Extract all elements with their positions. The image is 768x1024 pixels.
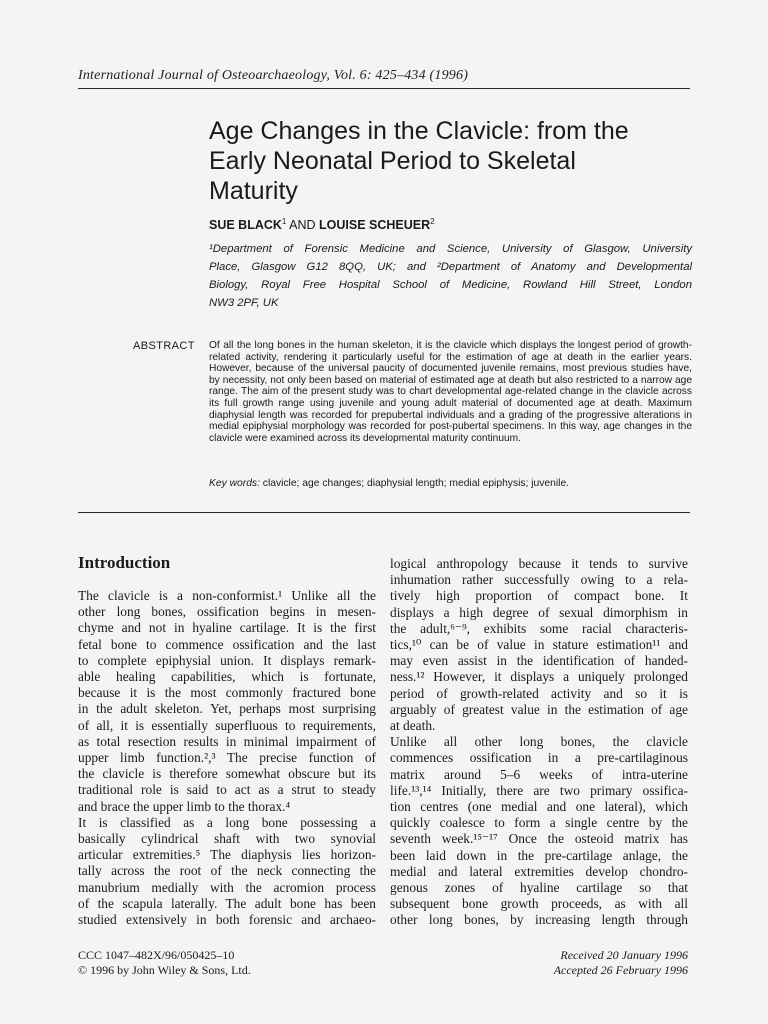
article-title [209, 116, 709, 206]
keywords-label: Key words: [209, 478, 260, 489]
body-text-line: the clavicle is therefore somewhat obscure but its [78, 766, 376, 782]
body-text-line: manubrium medially with the acromion process [78, 879, 376, 895]
right-column [390, 556, 688, 929]
body-text-line: quickly coalesce to form a single centre by the [390, 815, 688, 831]
abstract-text: Of all the long bones in the human skeleton, it is the clavicle which displays the longest period of growth-related activity, rendering it particularly useful for the estimation of age at death in the earlier years. However, because of the universal paucity of documented juvenile remains, most previous studies have, by necessity, not only been based on material of estimated age at death but also restricted to a narrow age range. The aim of the present study was to chart developmental age-related change in the clavicle across its full growth range using juvenile and young adult material of documented age at death. Maximum diaphysial length was recorded for prepubertal individuals and a grading of the progressive alterations in medial epiphysial morphology was recorded for post-pubertal specimens. In this way, age changes in the clavicle were examined across its developmental maturity continuum. [209, 340, 692, 444]
body-text-line: of all, it is essentially superfluous to requirements, [78, 717, 376, 733]
body-text-line: logical anthropology because it tends to survive [390, 556, 688, 571]
abstract-rule [78, 512, 690, 513]
body-text-line: able healing capabilities, which is fortunate, [78, 669, 376, 685]
accepted-date: Accepted 26 February 1996 [553, 963, 688, 977]
title-line: Maturity [209, 177, 298, 205]
body-text-line: Unlike all other long bones, the clavicle [390, 734, 688, 750]
received-dates [490, 948, 688, 978]
body-text-line: inhumation rather successfully owing to a rela- [390, 572, 688, 588]
body-text-line: commences ossification in a pre-cartilaginous [390, 750, 688, 766]
affiliation-marker: 1 [281, 216, 287, 226]
body-text-line: other long bones, ossification begins in mesen- [78, 604, 376, 620]
body-text-line: matrix around 5–6 weeks of intra-uterine [390, 766, 688, 782]
title-line: Early Neonatal Period to Skeletal [209, 147, 576, 175]
body-text-line: tively high proportion of compact bone. It [390, 588, 688, 604]
body-text-line: ness.¹² However, it displays a uniquely prolonged [390, 669, 688, 685]
publisher-info [78, 948, 251, 978]
body-text-line: period of growth-related activity and so it is [390, 685, 688, 701]
body-text-line: tics,¹⁰ can be of value in stature estimation¹¹ and [390, 637, 688, 653]
body-text-line: subsequent bone growth proceeds, as with all [390, 896, 688, 912]
author-name: LOUISE SCHEUER [319, 218, 431, 232]
keywords-text: clavicle; age changes; diaphysial length; medial epiphysis; juvenile. [259, 478, 570, 489]
body-text-line: chyme and not in hyaline cartilage. It is the first [78, 620, 376, 636]
body-text-line: life.¹³,¹⁴ Initially, there are two primary ossifica- [390, 782, 688, 798]
affiliation-line: ¹Department of Forensic Medicine and Science, University of Glasgow, University [209, 243, 692, 255]
body-text-line: The clavicle is a non-conformist.¹ Unlike all the [78, 588, 376, 603]
affiliation-line: Place, Glasgow G12 8QQ, UK; and ²Department of Anatomy and Developmental [209, 261, 692, 273]
title-line: Age Changes in the Clavicle: from the [209, 117, 629, 145]
body-text-line: studied extensively in both forensic and archaeo- [78, 912, 376, 928]
body-text-line: basically cylindrical shaft with two synovial [78, 831, 376, 847]
author-name: SUE BLACK [209, 218, 282, 232]
body-text-line: because it is the most commonly fractured bone [78, 685, 376, 701]
affiliation-line: NW3 2PF, UK [209, 297, 279, 309]
body-text-line: genous zones of hyaline cartilage so that [390, 880, 688, 896]
header-rule [78, 88, 690, 89]
body-text-line: It is classified as a long bone possessing a [78, 814, 376, 830]
body-text-line: traditional role is said to act as a strut to steady [78, 782, 376, 798]
body-text-line: arguably of greatest value in the estimation of age [390, 701, 688, 717]
body-text-line: tally across the root of the neck connecting the [78, 863, 376, 879]
author-conjunction: AND [286, 218, 320, 232]
section-heading: Introduction [78, 553, 171, 572]
journal-citation: International Journal of Osteoarchaeology, Vol. 6: 425–434 (1996) [78, 68, 469, 83]
received-date: Received 20 January 1996 [560, 948, 688, 962]
body-text-line: fetal bone to commence ossification and the last [78, 636, 376, 652]
body-text-line: tion centres (one medial and one lateral), which [390, 799, 688, 815]
keywords [209, 478, 692, 489]
body-text-line: displays a high degree of sexual dimorphism in [390, 604, 688, 620]
body-text-line: at death. [390, 718, 436, 734]
body-text-line: of the scapula laterally. The adult bone has been [78, 895, 376, 911]
body-text-line: to complete epiphysial union. It displays remark- [78, 652, 376, 668]
body-text-line: seventh week.¹⁵⁻¹⁷ Once the osteoid matrix has [390, 831, 688, 847]
affiliation-marker: 2 [430, 216, 435, 226]
left-column [78, 588, 376, 928]
body-text-line: and brace the upper limb to the thorax.⁴ [78, 798, 291, 814]
body-text-line: may even assist in the identification of handed- [390, 653, 688, 669]
body-text-line: as total resection results in minimal impairment of [78, 733, 376, 749]
body-text-line: the adult,⁶⁻⁹, exhibits some racial characteris- [390, 620, 688, 636]
affiliations [209, 240, 692, 312]
body-text-line: been laid down in the pre-cartilage anlage, the [390, 847, 688, 863]
abstract-label: ABSTRACT [133, 340, 195, 352]
body-text-line: medial and lateral extremities develop chondro- [390, 863, 688, 879]
body-text-line: articular extremities.⁵ The diaphysis lies horizon- [78, 847, 376, 863]
ccc-line: CCC 1047–482X/96/050425–10 [78, 948, 235, 962]
body-text-line: other long bones, by increasing length through [390, 912, 688, 928]
author-list [209, 218, 435, 232]
body-text-line: upper limb function.²,³ The precise function of [78, 750, 376, 766]
affiliation-line: Biology, Royal Free Hospital School of Medicine, Rowland Hill Street, London [209, 279, 692, 291]
body-text-line: in the adult skeleton. Yet, perhaps most surprising [78, 701, 376, 717]
copyright-line: © 1996 by John Wiley & Sons, Ltd. [78, 963, 251, 977]
